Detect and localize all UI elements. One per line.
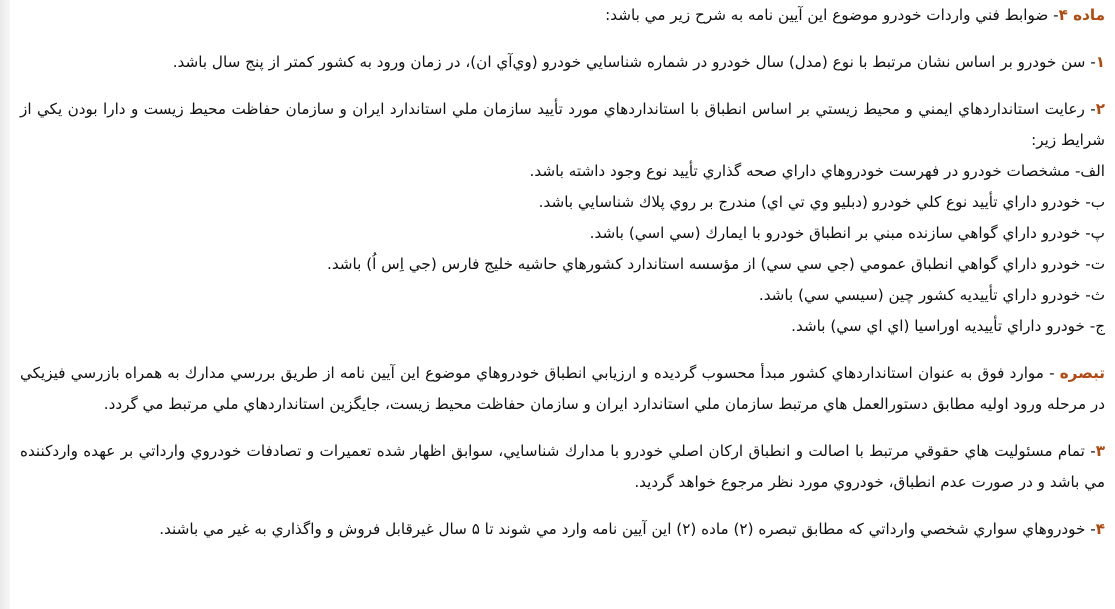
item-4-number: ۴	[1095, 520, 1105, 538]
condition-jim: ج- خودرو داراي تأييديه اوراسيا (اي اي سي) باشد.	[791, 317, 1105, 335]
condition-se: ث- خودرو داراي تأييديه كشور چين (سيسي سي) باشد.	[758, 286, 1105, 304]
item-4	[20, 514, 1105, 545]
article-4-heading	[20, 0, 1105, 31]
item-2-number: ۲	[1095, 100, 1105, 118]
document-body	[20, 0, 1105, 545]
condition-te: ت- خودرو داراي گواهي انطباق عمومي (جي سي سي) از مؤسسه استاندارد كشورهاي حاشيه خليج فارس (جي اِس اُ) باشد.	[327, 255, 1105, 273]
item-2	[20, 94, 1105, 156]
condition-pe: پ- خودرو داراي گواهي سازنده مبني بر انطباق خودرو با ايمارك (سي اسي) باشد.	[589, 224, 1105, 242]
note	[20, 358, 1105, 420]
item-1-number: ۱	[1095, 53, 1105, 71]
article-4-intro: - ضوابط فني واردات خودرو موضوع اين آيين نامه به شرح زير مي باشد:	[605, 6, 1059, 24]
item-1-text: - سن خودرو بر اساس نشان مرتبط با نوع (مدل) سال خودرو در شماره شناسايي خودرو (وي‌آي ان)، در زمان ورود به كشور كمتر از پنج سال باشد.	[172, 53, 1096, 71]
left-scroll-strip	[0, 0, 10, 609]
condition-be: ب- خودرو داراي تأييد نوع كلي خودرو (دبليو وي تي اي) مندرج بر روي پلاك شناسايي باشد.	[538, 193, 1105, 211]
item-1	[20, 47, 1105, 78]
item-3-number: ۳	[1095, 442, 1105, 460]
condition-alef: الف- مشخصات خودرو در فهرست خودروهاي داراي صحه گذاري تأييد نوع وجود داشته باشد.	[529, 162, 1105, 180]
item-2-text: - رعايت استانداردهاي ايمني و محيط زيستي بر اساس انطباق با استانداردهاي مورد تأييد سازمان ملي استاندارد ايران و سازمان حفاظت محيط زيست و دارا بودن يكي از شرايط زير:	[20, 100, 1105, 149]
item-3	[20, 436, 1105, 498]
article-4-title: ماده ۴	[1058, 6, 1105, 24]
item-4-text: - خودروهاي سواري شخصي وارداتي كه مطابق تبصره (۲) ماده (۲) اين آيين نامه وارد مي شوند تا ۵ سال غيرقابل فروش و واگذاري به غير مي باشند.	[159, 520, 1096, 538]
note-title: تبصره	[1059, 364, 1105, 382]
item-3-text: - تمام مسئوليت هاي حقوقي مرتبط با اصالت و انطباق اركان اصلي خودرو با مدارك شناسايي، سوابق اظهار شده تعميرات و تصادفات خودروي وارداتي بر عهده واردكننده مي باشد و در صورت عدم انطباق، خودروي مورد نظر مرجوع خواهد گرديد.	[20, 442, 1105, 491]
note-text: - موارد فوق به عنوان استانداردهاي كشور مبدأ محسوب گرديده و ارزيابي انطباق خودروهاي موضوع اين آيين نامه از طريق بررسي مدارك به همراه بازرسي فيزيكي در مرحله ورود اوليه مطابق دستورالعمل هاي مرتبط سازمان ملي استاندارد ايران و سازمان حفاظت محيط زيست، جايگزين استانداردهاي ملي مرتبط مي گردد.	[20, 364, 1105, 413]
